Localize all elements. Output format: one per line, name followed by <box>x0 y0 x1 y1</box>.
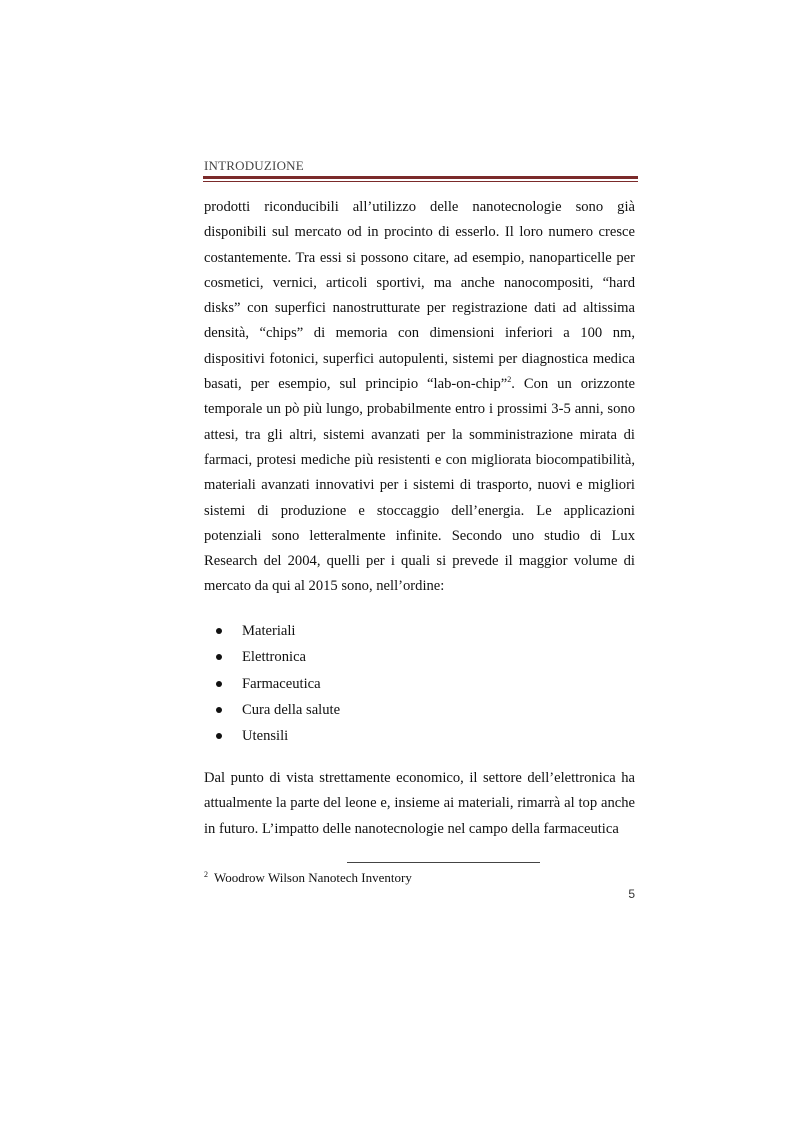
list-item <box>204 697 635 723</box>
bullet-icon <box>216 733 222 739</box>
list-item-label: Materiali <box>242 623 296 639</box>
list-item <box>204 644 635 670</box>
list-item <box>204 671 635 697</box>
list-item-label: Utensili <box>242 728 289 745</box>
list-item-label: Elettronica <box>242 649 307 666</box>
bullet-icon <box>216 654 222 660</box>
page-number: 5 <box>628 887 635 901</box>
list-item-label: Farmaceutica <box>242 675 321 692</box>
body-paragraph-1 <box>204 195 635 600</box>
market-sectors-list <box>204 618 635 749</box>
header-rule-thin <box>203 181 638 182</box>
paragraph-text: Dal punto di vista strettamente economico, il settore dell’elettronica ha attualmente la parte del leone e, insieme ai materiali, rimarrà al top anche in futuro. L’impatto delle nanotecnologie nel campo della farmaceutica <box>204 770 635 837</box>
footnote <box>204 869 635 887</box>
footnote-separator <box>347 862 540 863</box>
footnote-text: Woodrow Wilson Nanotech Inventory <box>214 870 412 885</box>
bullet-icon <box>216 628 222 634</box>
bullet-icon <box>216 707 222 713</box>
list-item-label: Cura della salute <box>242 701 341 718</box>
body-paragraph-2 <box>204 766 635 842</box>
bullet-icon <box>216 681 222 687</box>
header-rule-thick <box>203 176 638 179</box>
list-item <box>204 618 635 644</box>
footnote-reference[interactable]: 2 <box>507 375 512 385</box>
footnote-number: 2 <box>204 870 208 879</box>
list-item <box>204 723 635 749</box>
paragraph-text: prodotti riconducibili all’utilizzo delle nanotecnologie sono già disponibili sul mercato od in procinto di esserlo. Il loro numero cresce costantemente. Tra essi si possono citare, ad esempio, nanoparticelle per cosmetici, vernici, articoli sportivi, ma anche nanocompositi, “hard disks” con superfici nanostrutturate per registrazione dati ad altissima densità, “chips” di memoria con dimensioni inferiori a 100 nm, dispositivi fotonici, superfici autopulenti, sistemi per diagnostica medica basati, per esempio, sul principio “lab-on-chip” <box>204 199 635 393</box>
paragraph-text: . Con un orizzonte temporale un pò più lungo, probabilmente entro i prossimi 3-5 anni, sono attesi, tra gli altri, sistemi avanzati per la somministrazione mirata di farmaci, protesi mediche più resistenti e con migliorata biocompatibilità, materiali avanzati innovativi per i sistemi di trasporto, nuovi e migliori sistemi di produzione e stoccaggio dell’energia. Le applicazioni potenziali sono letteralmente infinite. Secondo uno studio di Lux Research del 2004, quelli per i quali si prevede il maggior volume di mercato da qui al 2015 sono, nell’ordine: <box>204 376 636 595</box>
running-header: INTRODUZIONE <box>204 158 304 173</box>
